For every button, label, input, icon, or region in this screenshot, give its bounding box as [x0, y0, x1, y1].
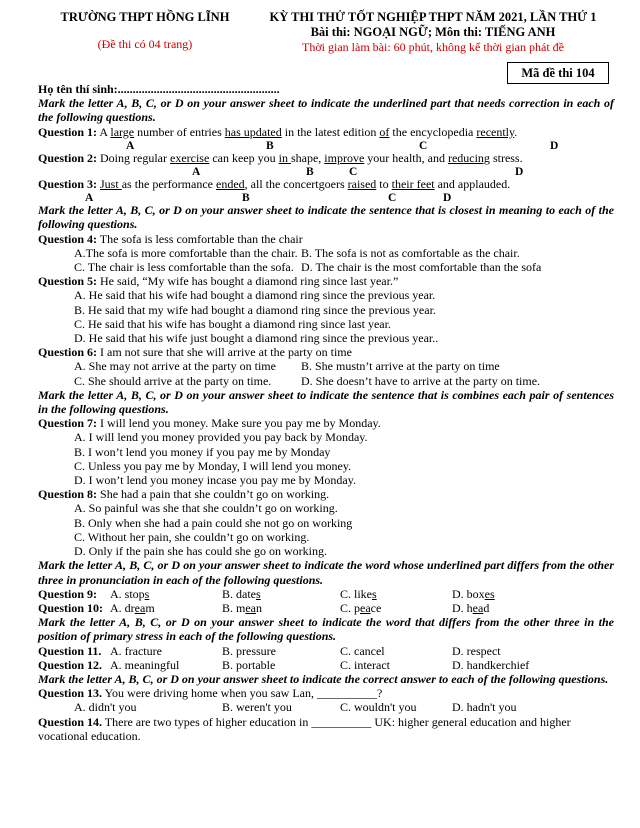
- question-13-options: A. didn't you B. weren't you C. wouldn't you D. hadn't you: [74, 700, 517, 715]
- question-1-letters: A B C D: [126, 139, 559, 152]
- question-1: Question 1: A large number of entries has updated in the latest edition of the encyclopedia recently.: [38, 124, 518, 139]
- header-left: [50, 10, 240, 52]
- question-11: Question 11. A. fracture B. pressure C. cancel D. respect: [38, 643, 501, 658]
- exam-content: [38, 82, 614, 743]
- exam-title: KỲ THI THỬ TỐT NGHIỆP THPT NĂM 2021, LẦN THỨ 1: [269, 10, 597, 24]
- question-13: Question 13. You were driving home when you saw Lan, __________?: [38, 686, 383, 701]
- question-4: Question 4: The sofa is less comfortable than the chair: [38, 231, 303, 246]
- question-8-option-a: A. So painful was she that she couldn’t go on working.: [74, 501, 338, 516]
- section-instruction-1: Mark the letter A, B, C, or D on your answer sheet to indicate the underlined part that needs correction in each of the following questions.: [38, 96, 614, 125]
- section-instruction-5: Mark the letter A, B, C, or D on your answer sheet to indicate the word that differs from the other three in the position of primary stress in each of the following questions.: [38, 615, 614, 644]
- question-3-letters: A B C D: [85, 192, 452, 205]
- section-instruction-2: Mark the letter A, B, C, or D on your answer sheet to indicate the sentence that is closest in meaning to each of the following questions.: [38, 203, 614, 232]
- section-instruction-3: Mark the letter A, B, C, or D on your answer sheet to indicate the sentence that is combines each pair of sentences in the following questions.: [38, 387, 614, 417]
- question-7: Question 7: I will lend you money. Make sure you pay me by Monday.: [38, 416, 381, 431]
- exam-subject: Bài thi: NGOẠI NGỮ; Môn thi: TIẾNG ANH: [310, 25, 556, 39]
- question-4-options-cd: C. The chair is less comfortable than the sofa. D. The chair is the most comfortable than the sofa: [74, 260, 542, 275]
- question-6: Question 6: I am not sure that she will arrive at the party on time: [38, 345, 352, 360]
- school-name: TRƯỜNG THPT HỒNG LĨNH: [60, 10, 230, 24]
- candidate-name-line: Họ tên thí sinh:......................................................: [38, 82, 280, 96]
- section-instruction-4: Mark the letter A, B, C, or D on your answer sheet to indicate the word whose underlined part differs from the other three in pronunciation in each of the following questions.: [38, 558, 614, 587]
- section-instruction-6: Mark the letter A, B, C, or D on your answer sheet to indicate the correct answer to each of the following questions.: [38, 671, 609, 686]
- question-5-option-b: B. He said that my wife had bought a diamond ring since the previous year.: [74, 302, 436, 317]
- question-8-option-d: D. Only if the pain she has could she go on working.: [74, 544, 327, 559]
- question-2: Question 2: Doing regular exercise can keep you in shape, improve your health, and reducing stress.: [38, 150, 523, 165]
- question-4-options-ab: A.The sofa is more comfortable than the chair. B. The sofa is not as comfortable as the chair.: [74, 245, 520, 260]
- exam-code-box: Mã đề thi 104: [507, 62, 609, 84]
- question-5-option-d: D. He said that his wife just bought a diamond ring since the previous year..: [74, 331, 439, 346]
- question-14: Question 14. There are two types of higher education in __________ UK: higher general education and higher: [38, 714, 571, 729]
- question-8-option-c: C. Without her pain, she couldn’t go on working.: [74, 529, 310, 544]
- time-note: Thời gian làm bài: 60 phút, không kể thời gian phát đề: [302, 40, 564, 54]
- question-7-option-c: C. Unless you pay me by Monday, I will lend you money.: [74, 458, 352, 473]
- question-14-continuation: vocational education.: [38, 728, 141, 743]
- pages-note: (Đề thi có 04 trang): [97, 37, 193, 51]
- question-7-option-b: B. I won’t lend you money if you pay me by Monday: [74, 444, 331, 459]
- question-10: Question 10: A. dream B. mean C. peace D. head: [38, 600, 490, 615]
- question-12: Question 12. A. meaningful B. portable C. interact D. handkerchief: [38, 657, 530, 672]
- question-5-option-c: C. He said that his wife has bought a diamond ring since last year.: [74, 316, 391, 331]
- question-5-option-a: A. He said that his wife had bought a diamond ring since the previous year.: [74, 288, 436, 303]
- question-3: Question 3: Just as the performance ended, all the concertgoers raised to their feet and applauded.: [38, 177, 511, 192]
- header-right: [248, 10, 618, 55]
- question-6-options-ab: A. She may not arrive at the party on time B. She mustn’t arrive at the party on time: [74, 359, 500, 374]
- question-7-option-d: D. I won’t lend you money incase you pay me by Monday.: [74, 473, 356, 488]
- question-9: Question 9: A. stops B. dates C. likes D. boxes: [38, 586, 495, 601]
- question-6-options-cd: C. She should arrive at the party on time. D. She doesn’t have to arrive at the party on time.: [74, 373, 541, 388]
- question-8: Question 8: She had a pain that she couldn’t go on working.: [38, 487, 330, 502]
- question-7-option-a: A. I will lend you money provided you pay back by Monday.: [74, 430, 368, 445]
- question-8-option-b: B. Only when she had a pain could she not go on working: [74, 515, 353, 530]
- question-2-letters: A B C D: [192, 166, 524, 179]
- question-5: Question 5: He said, “My wife has bought a diamond ring since last year.”: [38, 274, 399, 289]
